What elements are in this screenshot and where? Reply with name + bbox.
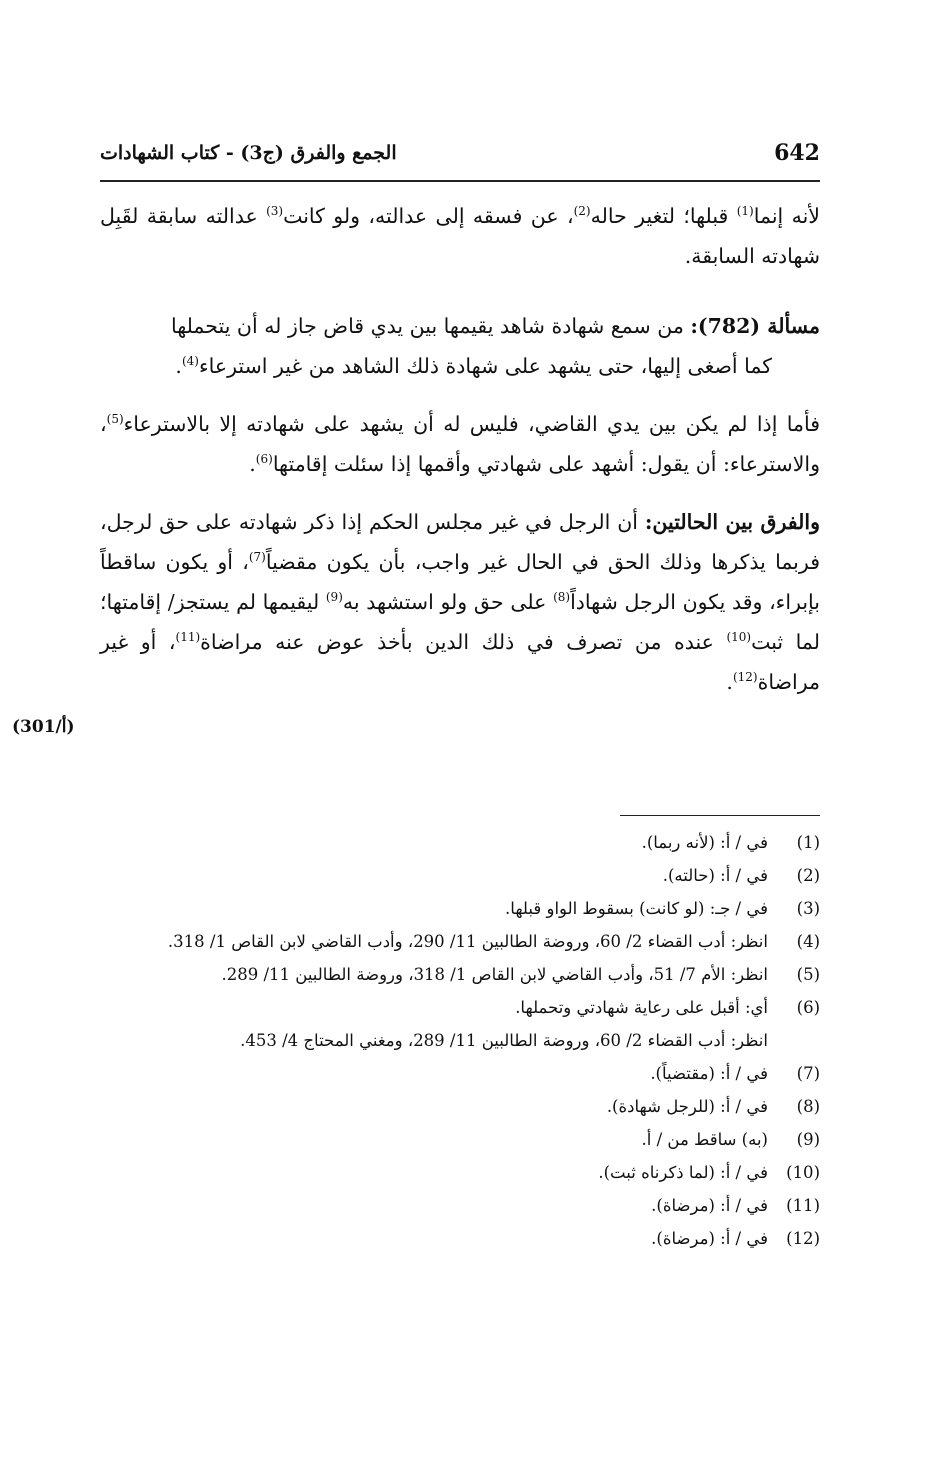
footnote-ref: (10) <box>726 630 752 645</box>
footnote-number: (9) <box>796 1130 820 1149</box>
footnote <box>100 1156 820 1189</box>
footnote-ref: (9) <box>325 590 343 605</box>
footnote-ref: (11) <box>175 630 201 645</box>
footnote-number: (2) <box>796 866 820 885</box>
footnote-ref: (6) <box>255 452 273 467</box>
footnote-number: (10) <box>786 1163 820 1182</box>
footnote-ref: (7) <box>248 550 266 565</box>
footnote-ref: (5) <box>106 412 124 427</box>
text-run: . <box>726 670 733 694</box>
text-run: كما أصغى إليها، حتى يشهد على شهادة ذلك الشاهد من غير استرعاء <box>198 354 772 378</box>
footnote-text: في / أ: (مقتضياً). <box>650 1064 768 1083</box>
footnote-text: في / أ: (لما ذكرناه ثبت). <box>598 1163 768 1182</box>
paragraph-masala-782 <box>100 306 820 386</box>
footnote-ref: (3) <box>266 204 284 219</box>
text-run: قبلها؛ لتغير حاله <box>590 204 737 228</box>
running-title: الجمع والفرق (ج3) - كتاب الشهادات <box>100 142 397 164</box>
text-run: فأما إذا لم يكن بين يدي القاضي، فليس له أن يشهد على شهادته إلا بالاسترعاء <box>123 412 820 436</box>
footnote-text: في / أ: (لأنه ربما). <box>641 833 768 852</box>
footnote-number: (1) <box>796 833 820 852</box>
text-run: من سمع شهادة شاهد يقيمها بين يدي قاض جاز له أن يتحملها <box>170 314 691 338</box>
indented-continuation <box>100 346 820 386</box>
footnote-text: في / أ: (حالته). <box>662 866 768 885</box>
footnote <box>100 1222 820 1255</box>
text-run: ، أو غير مراضاة <box>100 630 820 694</box>
footnote-number: (5) <box>796 965 820 984</box>
footnote-text: انظر: أدب القضاء 2/ 60، وروضة الطالبين 11/ 290، وأدب القاضي لابن القاص 1/ 318. <box>167 932 768 951</box>
main-text <box>100 196 820 720</box>
footnote-text: في / جـ: (لو كانت) بسقوط الواو قبلها. <box>505 899 768 918</box>
page-header <box>100 140 820 182</box>
page-number: 642 <box>774 140 820 166</box>
footnote-number: (3) <box>796 899 820 918</box>
footnote-ref: (1) <box>736 204 754 219</box>
text-run: لأنه إنما <box>753 204 820 228</box>
footnote <box>100 826 820 859</box>
footnote-ref: (8) <box>553 590 571 605</box>
footnote <box>100 1090 820 1123</box>
paragraph-3 <box>100 404 820 484</box>
footnote-ref: (2) <box>573 204 591 219</box>
issue-heading: مسألة (782): <box>690 314 820 338</box>
footnote-ref: (4) <box>181 354 199 369</box>
footnote-number: (12) <box>786 1229 820 1248</box>
footnote-text: في / أ: (مرضاة). <box>651 1229 768 1248</box>
footnote-ref: (12) <box>732 670 758 685</box>
text-run: . <box>249 452 256 476</box>
footnote-separator <box>620 815 820 816</box>
footnote-number: (8) <box>796 1097 820 1116</box>
footnote <box>100 1189 820 1222</box>
footnote <box>100 958 820 991</box>
text-run: عدالته سابقة لقَبِل شهادته السابقة. <box>100 204 820 268</box>
text-run: ، أو يكون ساقطاً بإبراء، وقد يكون الرجل شهاداً <box>100 550 820 614</box>
footnote-number: (7) <box>796 1064 820 1083</box>
text-run: ليقيمها لم يستجز/ إقامتها؛ لما ثبت <box>100 590 820 654</box>
footnote-number: (11) <box>786 1196 820 1215</box>
footnote-text: أي: أقبل على رعاية شهادتي وتحملها. <box>515 998 768 1017</box>
footnote <box>100 892 820 925</box>
footnote <box>100 991 820 1057</box>
footnote <box>100 925 820 958</box>
section-heading: والفرق بين الحالتين: <box>644 510 820 534</box>
footnote-number: (6) <box>796 998 820 1017</box>
paragraph-difference <box>100 502 820 702</box>
footnotes <box>100 826 820 1255</box>
footnote-text: في / أ: (للرجل شهادة). <box>606 1097 768 1116</box>
paragraph-1 <box>100 196 820 276</box>
text-run: عنده من تصرف في ذلك الدين بأخذ عوض عنه مراضاة <box>200 630 727 654</box>
footnote <box>100 1057 820 1090</box>
footnote-text: في / أ: (مرضاة). <box>651 1196 768 1215</box>
footnote-text-continued: انظر: أدب القضاء 2/ 60، وروضة الطالبين 11/ 289، ومغني المحتاج 4/ 453. <box>240 1031 768 1050</box>
footnote-number: (4) <box>796 932 820 951</box>
footnote <box>100 859 820 892</box>
text-run: ، عن فسقه إلى عدالته، ولو كانت <box>283 204 574 228</box>
text-run: . <box>175 354 182 378</box>
footnote <box>100 1123 820 1156</box>
text-run: ، والاسترعاء: أن يقول: أشهد على شهادتي وأقمها إذا سئلت إقامتها <box>100 412 820 476</box>
footnote-text: انظر: الأم 7/ 51، وأدب القاضي لابن القاص 1/ 318، وروضة الطالبين 11/ 289. <box>221 965 768 984</box>
text-run: على حق ولو استشهد به <box>342 590 554 614</box>
margin-manuscript-reference: (301/أ) <box>12 717 75 737</box>
footnote-text: (به) ساقط من / أ. <box>641 1130 768 1149</box>
text-run: أن الرجل في غير مجلس الحكم إذا ذكر شهادته على حق لرجل، فربما يذكرها وذلك الحق في الحال غير واجب، بأن يكون مقضياً <box>100 510 821 574</box>
